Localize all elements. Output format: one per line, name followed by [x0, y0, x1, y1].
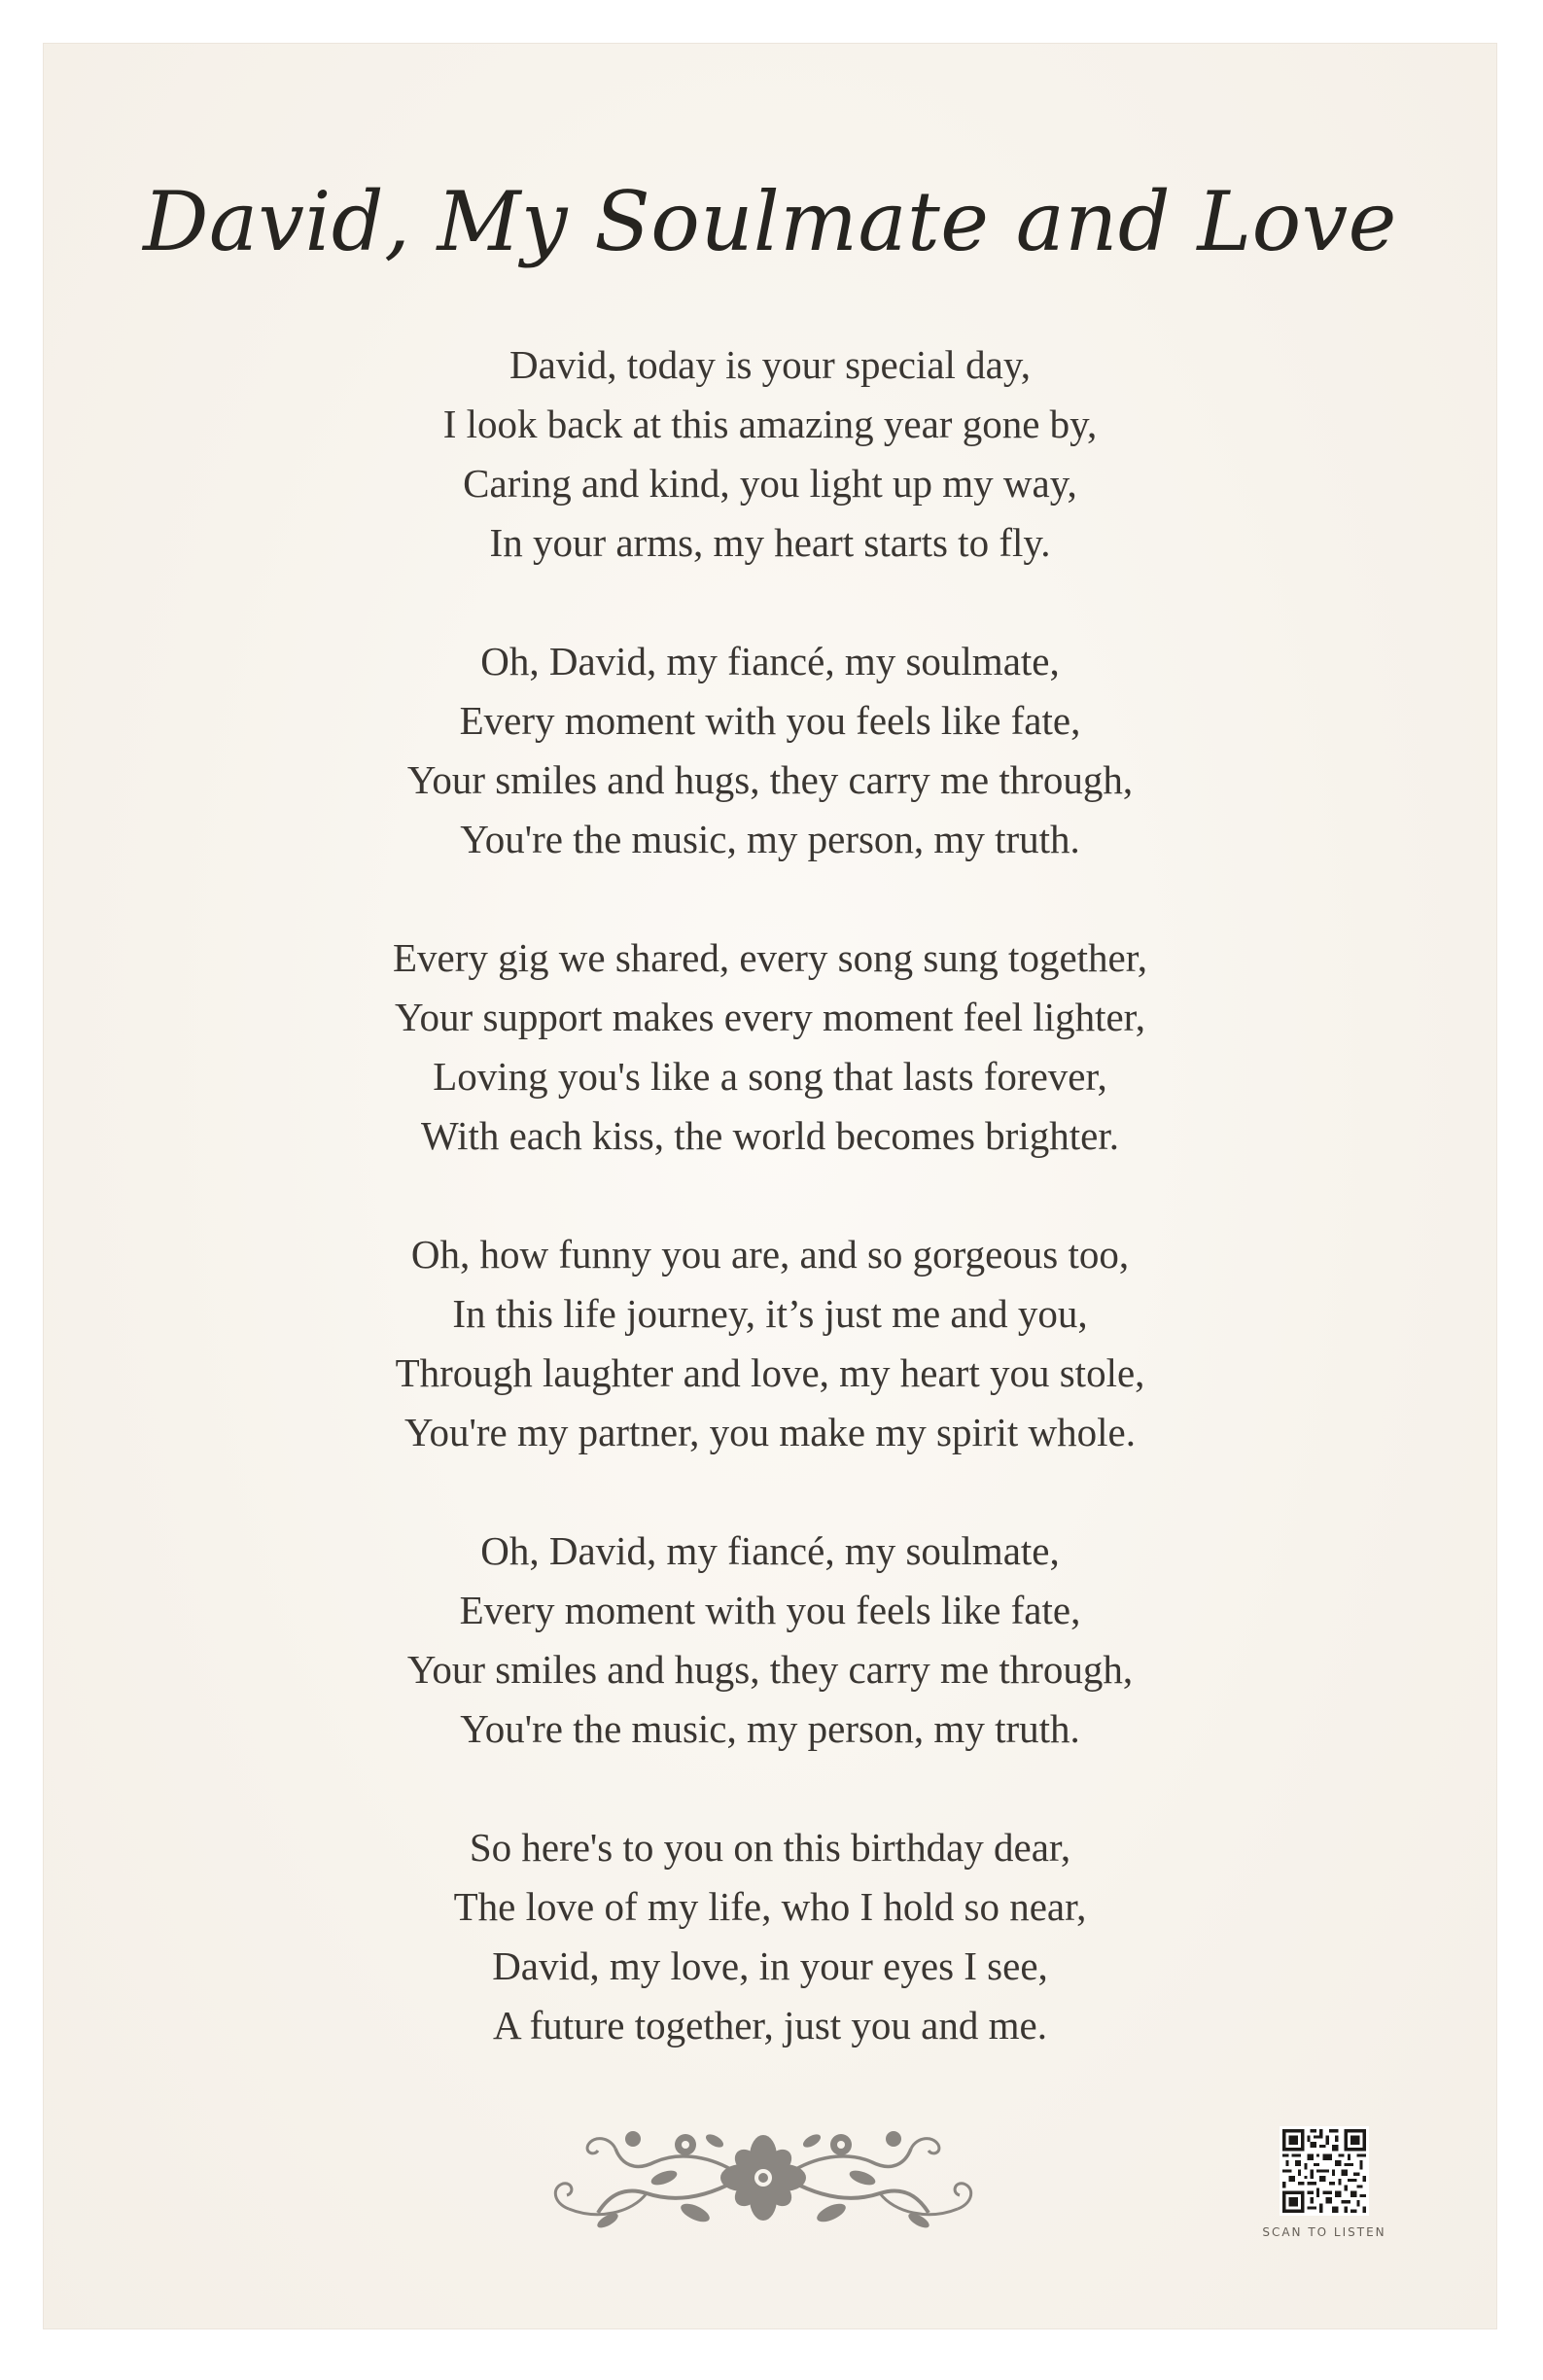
- poem-line: You're my partner, you make my spirit whole.: [404, 1410, 1136, 1454]
- poem-poster: [43, 43, 1497, 2329]
- poem-line: Oh, David, my fiancé, my soulmate,: [480, 639, 1060, 683]
- poem-line: So here's to you on this birthday dear,: [469, 1825, 1071, 1870]
- poem-line: You're the music, my person, my truth.: [460, 817, 1080, 861]
- stanza: [44, 1225, 1496, 1462]
- poem-line: With each kiss, the world becomes brighter.: [421, 1113, 1119, 1158]
- poem-line: Caring and kind, you light up my way,: [463, 461, 1077, 506]
- stanza: [44, 335, 1496, 573]
- poem-line: Your support makes every moment feel lighter,: [395, 995, 1145, 1039]
- poem-line: Through laughter and love, my heart you stole,: [395, 1350, 1145, 1395]
- qr-code-block[interactable]: [1261, 2126, 1387, 2239]
- stanza: [44, 928, 1496, 1166]
- floral-divider-icon: [540, 2119, 987, 2236]
- poem-line: In your arms, my heart starts to fly.: [489, 520, 1051, 565]
- poem-line: David, my love, in your eyes I see,: [492, 1943, 1048, 1988]
- poem-line: In this life journey, it’s just me and you,: [452, 1291, 1088, 1336]
- stanza: [44, 632, 1496, 869]
- qr-code-icon[interactable]: [1280, 2126, 1369, 2216]
- poem-line: Oh, David, my fiancé, my soulmate,: [480, 1528, 1060, 1573]
- poem-line: A future together, just you and me.: [493, 2003, 1047, 2048]
- poem-line: I look back at this amazing year gone by,: [442, 402, 1098, 446]
- poem-line: Your smiles and hugs, they carry me through,: [406, 1647, 1134, 1692]
- stanza: [44, 1818, 1496, 2055]
- poem-line: Oh, how funny you are, and so gorgeous too,: [410, 1232, 1130, 1277]
- poem-line: You're the music, my person, my truth.: [460, 1706, 1080, 1751]
- qr-caption: SCAN TO LISTEN: [1262, 2225, 1386, 2239]
- poem-line: David, today is your special day,: [509, 342, 1031, 387]
- poem-line: Every moment with you feels like fate,: [459, 698, 1081, 743]
- stanza: [44, 1522, 1496, 1759]
- poem-line: Loving you's like a song that lasts forever,: [433, 1054, 1107, 1099]
- poem-line: Your smiles and hugs, they carry me through,: [406, 757, 1134, 802]
- poem-body: [44, 335, 1496, 2115]
- poem-title: David, My Soulmate and Love: [143, 174, 1397, 269]
- poem-line: The love of my life, who I hold so near,: [453, 1884, 1087, 1929]
- poem-line: Every gig we shared, every song sung together,: [393, 935, 1147, 980]
- poem-line: Every moment with you feels like fate,: [459, 1588, 1081, 1632]
